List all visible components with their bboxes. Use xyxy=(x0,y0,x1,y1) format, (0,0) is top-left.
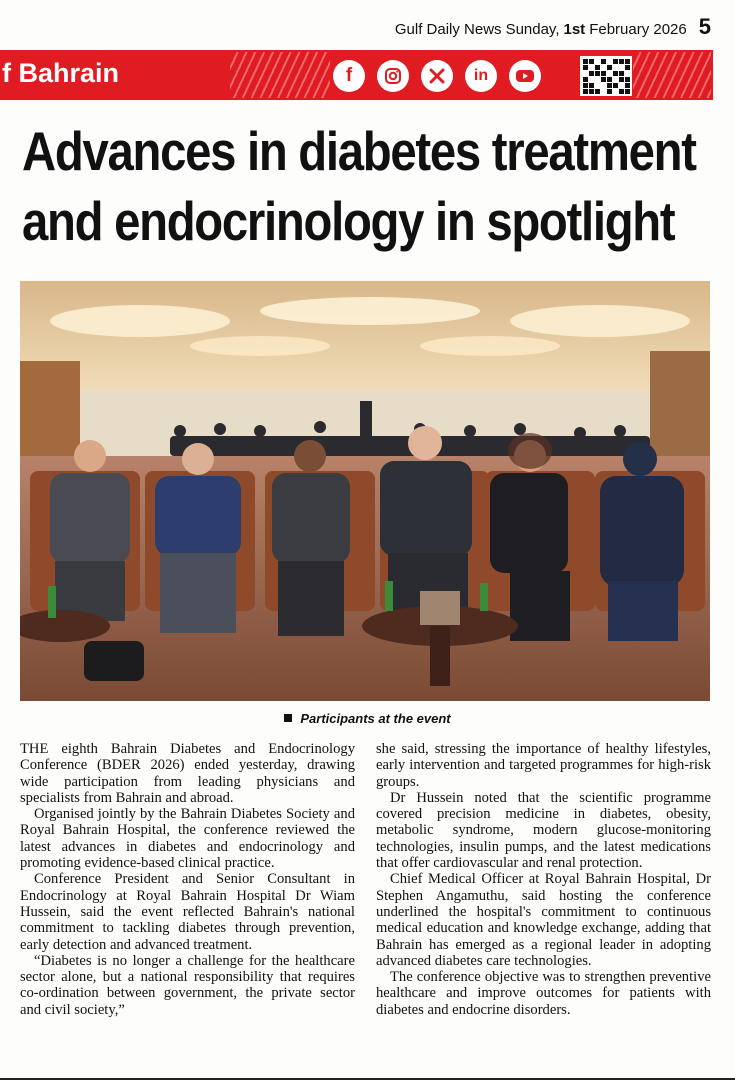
conference-hall-illustration xyxy=(20,281,710,701)
facebook-icon[interactable]: f xyxy=(333,60,365,92)
masthead xyxy=(395,14,711,40)
caption-bullet-icon xyxy=(284,714,292,722)
page-number: 5 xyxy=(698,14,711,39)
article-paragraph: Organised jointly by the Bahrain Diabetes Society and Royal Bahrain Hospital, the conference reviewed the latest advances in diabetes and endocrinology and promoting evidence-based clinical practice. xyxy=(20,806,355,872)
article-paragraph: The conference objective was to strengthen preventive healthcare and improve outcomes for patients with diabetes and endocrine disorders. xyxy=(376,969,711,1018)
x-icon[interactable] xyxy=(421,60,453,92)
article-paragraph: “Diabetes is no longer a challenge for the healthcare sector alone, but a national responsibility that requires co-ordination between government, the private sector and civil society,” xyxy=(20,952,355,1018)
instagram-icon[interactable] xyxy=(377,60,409,92)
youtube-icon[interactable] xyxy=(509,60,541,92)
banner-stripes-right xyxy=(633,52,711,98)
section-banner xyxy=(0,50,713,100)
section-title: f Bahrain xyxy=(2,58,120,88)
article-paragraph: she said, stressing the importance of healthy lifestyles, early intervention and targeted programmes for high-risk groups. xyxy=(376,741,711,790)
linkedin-icon[interactable]: in xyxy=(465,60,497,92)
headline xyxy=(22,116,696,256)
social-links xyxy=(333,60,541,92)
headline-line-1: Advances in diabetes treatment xyxy=(22,120,696,182)
publication-name: Gulf Daily News xyxy=(394,21,502,38)
article-paragraph: Chief Medical Officer at Royal Bahrain Hospital, Dr Stephen Angamuthu, said hosting the conference underlined the hospital's commitment to continuous medical education and knowledge exchange, adding that Bahrain has emerged as a regional leader in adopting advanced diabetes care technologies. xyxy=(376,871,711,969)
article-paragraph: THE eighth Bahrain Diabetes and Endocrinology Conference (BDER 2026) ended yesterday, drawing wide participation from leading physicians and specialists from Bahrain and abroad. xyxy=(20,741,355,806)
event-photo xyxy=(20,281,710,701)
publication-date-month: February 2026 xyxy=(589,21,687,38)
caption-text: Participants at the event xyxy=(300,711,451,726)
article-paragraph: Conference President and Senior Consultant in Endocrinology at Royal Bahrain Hospital Dr Wiam Hussein, said the event reflected Bahrain's national commitment to tackling diabetes through prevention, early detection and advanced treatment. xyxy=(20,871,355,953)
headline-line-2: and endocrinology in spotlight xyxy=(22,190,675,252)
banner-stripes xyxy=(230,52,330,98)
publication-date-day: 1st xyxy=(563,21,586,38)
publication-day: Sunday, xyxy=(505,21,560,38)
article-column-left xyxy=(20,741,355,1018)
qr-code-icon xyxy=(580,56,632,96)
photo-caption xyxy=(0,711,735,726)
article-paragraph: Dr Hussein noted that the scientific programme covered precision medicine in diabetes, obesity, metabolic syndrome, modern glucose-monitoring technologies, insulin pumps, and the latest medications that offer cardiovascular and renal protection. xyxy=(376,789,711,872)
article-column-right xyxy=(376,741,711,1018)
